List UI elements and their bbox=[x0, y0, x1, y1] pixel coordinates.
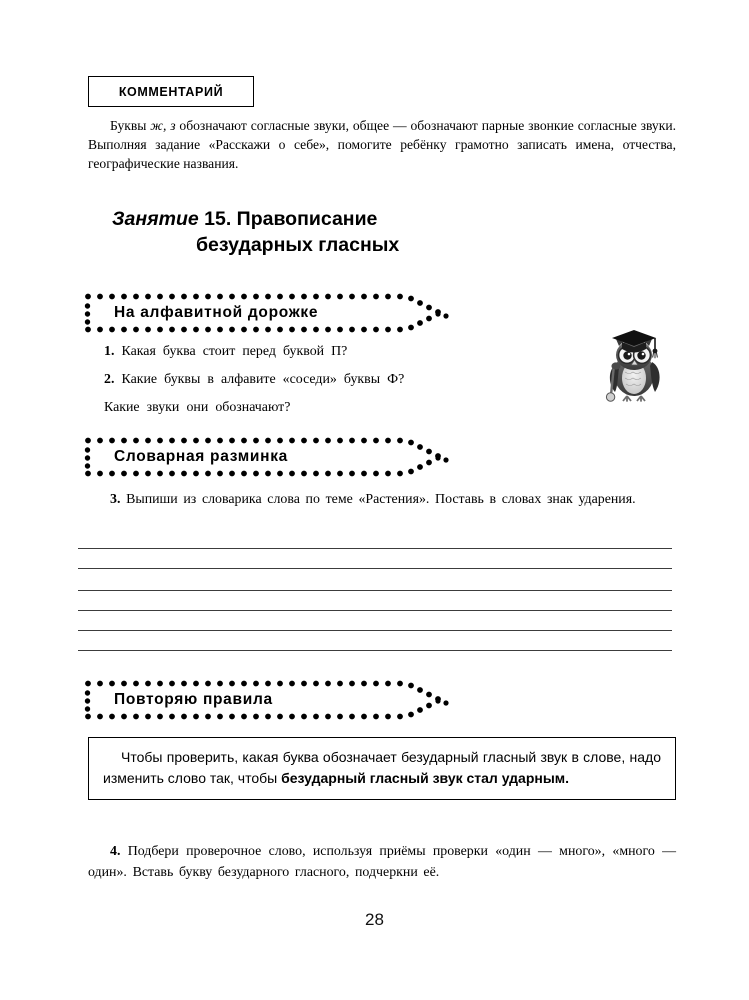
writing-line[interactable] bbox=[78, 548, 672, 549]
commentary-italic-letters: ж, з bbox=[150, 118, 176, 133]
question-2 bbox=[104, 369, 404, 390]
question-1-text: Какая буква стоит перед буквой П? bbox=[121, 344, 348, 359]
rule-text-bold: безударный гласный звук стал ударным. bbox=[281, 770, 570, 786]
question-2-followup-text: Какие звуки они обозначают? bbox=[104, 400, 291, 415]
banner-label-vocabulary-warmup: Словарная разминка bbox=[114, 448, 288, 465]
question-1 bbox=[104, 341, 347, 362]
question-2-number: 2. bbox=[104, 372, 115, 387]
commentary-header-box bbox=[88, 76, 254, 107]
exercise-4 bbox=[88, 841, 676, 883]
lesson-title-line2: безударных гласных bbox=[196, 234, 400, 256]
writing-line[interactable] bbox=[78, 610, 672, 611]
rule-box bbox=[88, 737, 676, 800]
exercise-3-text: Выпиши из словарика слова по теме «Растения». Поставь в словах знак ударения. bbox=[120, 492, 636, 507]
writing-line[interactable] bbox=[78, 650, 672, 651]
writing-line[interactable] bbox=[78, 568, 672, 569]
exercise-4-text: Подбери проверочное слово, используя приёмы проверки «один — много», «много — один». Вставь букву безударного гласного, подчеркни её. bbox=[88, 844, 676, 880]
lesson-number-title: 15. Правописание bbox=[198, 208, 378, 230]
commentary-text-part1: Буквы bbox=[110, 118, 151, 133]
question-2-followup bbox=[104, 397, 290, 418]
lesson-title bbox=[112, 206, 632, 258]
commentary-paragraph bbox=[88, 116, 676, 174]
writing-line[interactable] bbox=[78, 590, 672, 591]
banner-label-repeat-rules: Повторяю правила bbox=[114, 691, 273, 708]
commentary-text-part2: обозначают согласные звуки, общее — обозначают парные звонкие согласные звуки. Выполняя задание «Расскажи о себе», помогите ребёнку грамотно записать имена, отчества, географические названия. bbox=[88, 118, 676, 172]
banner-label-alphabet-path: На алфавитной дорожке bbox=[114, 304, 319, 321]
commentary-header-label: КОММЕНТАРИЙ bbox=[118, 84, 224, 99]
page-number: 28 bbox=[365, 910, 384, 929]
exercise-3 bbox=[88, 489, 676, 510]
rule-text-normal: Чтобы проверить, какая буква обозначает безударный гласный звук в слове, надо изменить слово так, чтобы bbox=[103, 749, 661, 786]
exercise-4-number: 4. bbox=[110, 844, 121, 859]
banner-vocabulary-warmup bbox=[84, 437, 452, 477]
banner-repeat-rules bbox=[84, 680, 452, 720]
banner-alphabet-path bbox=[84, 293, 452, 333]
writing-line[interactable] bbox=[78, 630, 672, 631]
owl-scholar-icon bbox=[598, 322, 670, 404]
question-1-number: 1. bbox=[104, 344, 115, 359]
lesson-label: Занятие bbox=[112, 208, 199, 230]
exercise-3-number: 3. bbox=[110, 492, 121, 507]
rule-box-text bbox=[103, 747, 661, 789]
question-2-text: Какие буквы в алфавите «соседи» буквы Ф? bbox=[121, 372, 405, 387]
